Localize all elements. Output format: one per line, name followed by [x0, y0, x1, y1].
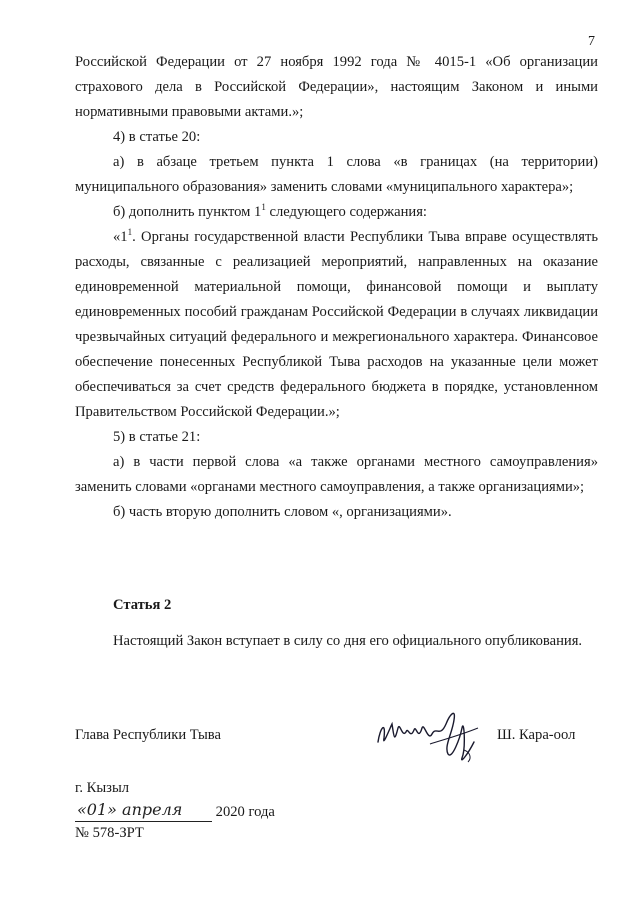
- paragraph: а) в абзаце третьем пункта 1 слова «в границах (на территории) муниципального образования» заменить словами «муниципального характера»;: [75, 154, 598, 195]
- paragraph: 4) в статье 20:: [113, 129, 201, 145]
- text-segment: б) дополнить пунктом 1: [113, 204, 262, 220]
- law-body: [75, 50, 598, 525]
- handwritten-date-icon: [75, 799, 212, 822]
- signing-date: [75, 799, 275, 823]
- article-body: [75, 629, 598, 654]
- city: г. Кызыл: [75, 780, 130, 796]
- text-segment: следующего содержания:: [265, 204, 427, 220]
- law-number: № 578-ЗРТ: [75, 825, 144, 841]
- paragraph-quoted-provision: [75, 225, 598, 425]
- handwritten-date: «01» апреля: [77, 800, 183, 819]
- document-footer: [75, 778, 275, 844]
- page-number: 7: [588, 34, 595, 49]
- handwritten-signature-icon: [370, 698, 490, 768]
- superscript: 1: [261, 202, 266, 213]
- article-heading: Статья 2: [113, 597, 172, 613]
- signer-title: Глава Республики Тыва: [75, 727, 221, 743]
- signer-name: Ш. Кара-оол: [497, 727, 576, 743]
- date-year: 2020 года: [212, 804, 275, 820]
- handwritten-date-icon: [75, 799, 212, 821]
- text-segment: . Органы государственной власти Республики Тыва вправе осуществлять расходы, связанные с реализацией мероприятий, направленных на оказание единовременной материальной помощи, финансовой помощи и выплату единовременных пособий гражданам Российской Федерации в случаях ликвидации чрезвычайных ситуаций федерального и межрегионального характера. Финансовое обеспечение понесенных Республикой Тыва расходов на указанные цели может обеспечиваться за счет средств федерального бюджета в порядке, установленном Правительством Российской Федерации.»;: [75, 229, 598, 420]
- text-segment: «1: [113, 229, 128, 245]
- paragraph: Российской Федерации от 27 ноября 1992 года № 4015-1 «Об организации страхового дела в Российской Федерации», настоящим Законом и иными нормативными правовыми актами.»;: [75, 54, 598, 120]
- paragraph-item-b: [75, 200, 598, 225]
- paragraph: б) часть вторую дополнить словом «, организациями».: [113, 504, 452, 520]
- superscript: 1: [127, 227, 133, 238]
- paragraph: 5) в статье 21:: [113, 429, 201, 445]
- paragraph: а) в части первой слова «а также органами местного самоуправления» заменить словами «органами местного самоуправления, а также организациями»;: [75, 454, 598, 495]
- paragraph: Настоящий Закон вступает в силу со дня его официального опубликования.: [113, 633, 583, 649]
